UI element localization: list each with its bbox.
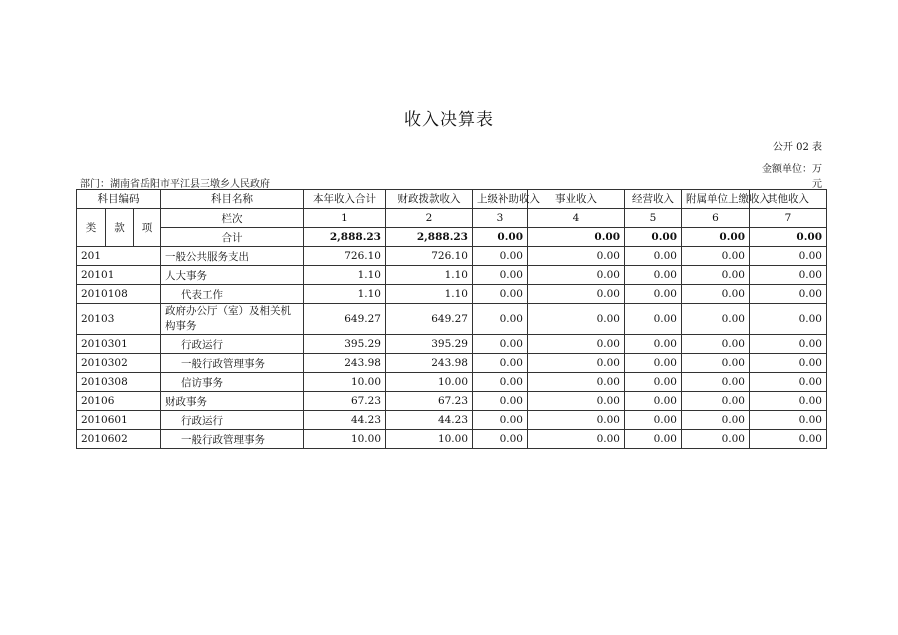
row-value: 0.00 xyxy=(682,354,750,373)
sum-value: 0.00 xyxy=(682,228,750,247)
row-value: 0.00 xyxy=(750,247,827,266)
row-value: 0.00 xyxy=(682,392,750,411)
header-operating: 经营收入 xyxy=(625,190,682,209)
row-value: 10.00 xyxy=(304,430,386,449)
row-value: 0.00 xyxy=(473,247,528,266)
income-report-table xyxy=(76,189,827,449)
row-name: 政府办公厅（室）及相关机构事务 xyxy=(161,304,304,335)
row-name: 信访事务 xyxy=(161,373,304,392)
row-value: 1.10 xyxy=(386,285,473,304)
row-name: 行政运行 xyxy=(161,411,304,430)
row-value: 0.00 xyxy=(528,335,625,354)
row-name: 行政运行 xyxy=(161,335,304,354)
row-value: 0.00 xyxy=(682,285,750,304)
row-value: 67.23 xyxy=(304,392,386,411)
row-value: 0.00 xyxy=(682,430,750,449)
row-value: 0.00 xyxy=(473,373,528,392)
row-value: 10.00 xyxy=(304,373,386,392)
row-code: 2010302 xyxy=(77,354,161,373)
row-value: 0.00 xyxy=(625,373,682,392)
row-value: 0.00 xyxy=(625,335,682,354)
row-value: 0.00 xyxy=(528,354,625,373)
header-other: 其他收入 xyxy=(750,190,827,209)
sum-value: 0.00 xyxy=(750,228,827,247)
table-row xyxy=(77,430,827,449)
row-code: 2010602 xyxy=(77,430,161,449)
row-name: 人大事务 xyxy=(161,266,304,285)
header-xiang: 项 xyxy=(134,209,161,247)
sum-value: 0.00 xyxy=(473,228,528,247)
row-value: 0.00 xyxy=(682,266,750,285)
row-value: 0.00 xyxy=(682,247,750,266)
row-value: 0.00 xyxy=(528,373,625,392)
row-value: 726.10 xyxy=(386,247,473,266)
row-value: 0.00 xyxy=(750,266,827,285)
row-value: 0.00 xyxy=(528,392,625,411)
row-value: 0.00 xyxy=(682,304,750,335)
row-value: 0.00 xyxy=(528,285,625,304)
row-value: 0.00 xyxy=(750,285,827,304)
column-number: 1 xyxy=(304,209,386,228)
table-row xyxy=(77,392,827,411)
column-number: 5 xyxy=(625,209,682,228)
header-kuan: 款 xyxy=(106,209,134,247)
column-number-label: 栏次 xyxy=(161,209,304,228)
row-value: 0.00 xyxy=(625,392,682,411)
table-row xyxy=(77,304,827,335)
sum-label: 合计 xyxy=(161,228,304,247)
table-row xyxy=(77,411,827,430)
row-value: 44.23 xyxy=(304,411,386,430)
row-code: 2010308 xyxy=(77,373,161,392)
sum-value: 0.00 xyxy=(625,228,682,247)
row-name: 财政事务 xyxy=(161,392,304,411)
row-value: 0.00 xyxy=(473,354,528,373)
row-name: 一般公共服务支出 xyxy=(161,247,304,266)
row-value: 0.00 xyxy=(750,411,827,430)
row-value: 0.00 xyxy=(528,430,625,449)
header-lei: 类 xyxy=(77,209,106,247)
row-code: 2010601 xyxy=(77,411,161,430)
row-value: 0.00 xyxy=(625,266,682,285)
column-number: 7 xyxy=(750,209,827,228)
table-row xyxy=(77,354,827,373)
row-value: 0.00 xyxy=(625,247,682,266)
column-number: 4 xyxy=(528,209,625,228)
table-row xyxy=(77,266,827,285)
row-value: 0.00 xyxy=(682,411,750,430)
row-value: 0.00 xyxy=(473,266,528,285)
page-title: 收入决算表 xyxy=(404,110,494,130)
row-value: 0.00 xyxy=(528,304,625,335)
row-name: 一般行政管理事务 xyxy=(161,430,304,449)
header-total-income: 本年收入合计 xyxy=(304,190,386,209)
header-business: 事业收入 xyxy=(528,190,625,209)
row-value: 0.00 xyxy=(750,335,827,354)
row-value: 0.00 xyxy=(473,304,528,335)
sum-value: 2,888.23 xyxy=(304,228,386,247)
row-value: 0.00 xyxy=(473,285,528,304)
header-fiscal: 财政拨款收入 xyxy=(386,190,473,209)
sum-row xyxy=(77,228,827,247)
row-code: 201 xyxy=(77,247,161,266)
row-value: 0.00 xyxy=(750,392,827,411)
row-value: 0.00 xyxy=(528,266,625,285)
row-value: 0.00 xyxy=(750,373,827,392)
column-number-row xyxy=(77,209,827,228)
row-value: 0.00 xyxy=(750,430,827,449)
column-number: 2 xyxy=(386,209,473,228)
table-row xyxy=(77,285,827,304)
department-label: 部门：湖南省岳阳市平江县三墩乡人民政府 xyxy=(80,179,270,190)
table-row xyxy=(77,335,827,354)
sum-value: 0.00 xyxy=(528,228,625,247)
row-name: 一般行政管理事务 xyxy=(161,354,304,373)
row-value: 0.00 xyxy=(682,335,750,354)
row-value: 395.29 xyxy=(304,335,386,354)
form-code: 公开 02 表 xyxy=(772,142,822,153)
row-value: 0.00 xyxy=(682,373,750,392)
header-affiliated: 附属单位上缴收入 xyxy=(682,190,750,209)
row-value: 10.00 xyxy=(386,430,473,449)
row-value: 67.23 xyxy=(386,392,473,411)
row-value: 1.10 xyxy=(386,266,473,285)
row-value: 649.27 xyxy=(304,304,386,335)
row-value: 0.00 xyxy=(625,304,682,335)
row-value: 0.00 xyxy=(473,335,528,354)
row-value: 0.00 xyxy=(473,411,528,430)
row-value: 0.00 xyxy=(750,304,827,335)
table-row xyxy=(77,373,827,392)
header-row xyxy=(77,190,827,209)
row-value: 0.00 xyxy=(625,285,682,304)
sum-value: 2,888.23 xyxy=(386,228,473,247)
table-row xyxy=(77,247,827,266)
column-number: 6 xyxy=(682,209,750,228)
row-value: 395.29 xyxy=(386,335,473,354)
column-number: 3 xyxy=(473,209,528,228)
row-value: 0.00 xyxy=(473,430,528,449)
header-code: 科目编码 xyxy=(77,190,161,209)
row-value: 243.98 xyxy=(386,354,473,373)
row-value: 0.00 xyxy=(625,430,682,449)
row-code: 20103 xyxy=(77,304,161,335)
row-value: 44.23 xyxy=(386,411,473,430)
row-value: 0.00 xyxy=(625,411,682,430)
row-code: 2010301 xyxy=(77,335,161,354)
row-value: 0.00 xyxy=(473,392,528,411)
row-value: 649.27 xyxy=(386,304,473,335)
row-code: 20106 xyxy=(77,392,161,411)
row-code: 2010108 xyxy=(77,285,161,304)
row-value: 10.00 xyxy=(386,373,473,392)
row-value: 1.10 xyxy=(304,285,386,304)
header-name: 科目名称 xyxy=(161,190,304,209)
row-value: 726.10 xyxy=(304,247,386,266)
unit-label-cont: 元 xyxy=(812,179,822,190)
row-value: 243.98 xyxy=(304,354,386,373)
row-value: 0.00 xyxy=(625,354,682,373)
row-value: 0.00 xyxy=(750,354,827,373)
row-name: 代表工作 xyxy=(161,285,304,304)
unit-label: 金额单位：万 xyxy=(762,164,822,175)
row-value: 1.10 xyxy=(304,266,386,285)
row-code: 20101 xyxy=(77,266,161,285)
row-value: 0.00 xyxy=(528,247,625,266)
row-value: 0.00 xyxy=(528,411,625,430)
header-subsidy: 上级补助收入 xyxy=(473,190,528,209)
